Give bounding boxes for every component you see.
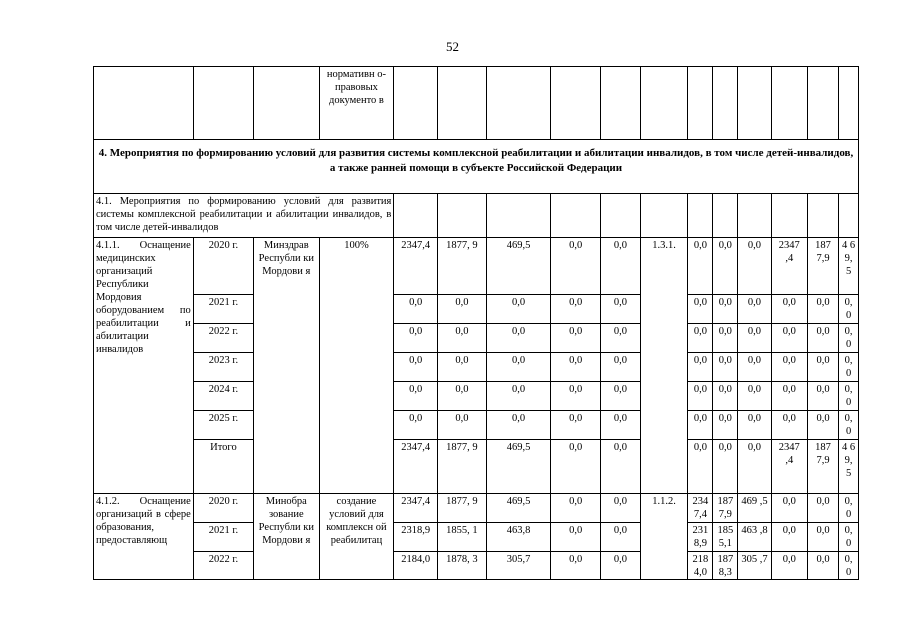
value-cell: 0,0: [601, 382, 640, 411]
value-cell: 0, 0: [839, 295, 859, 324]
value-cell: 187 7,9: [807, 238, 838, 295]
value-cell: 463,8: [486, 523, 550, 552]
value-cell: 0,0: [688, 238, 713, 295]
document-table-wrapper: [93, 66, 859, 580]
value-cell: 0,0: [601, 440, 640, 494]
indicator-cell: создание условий для комплексн ой реабилитац: [319, 494, 394, 580]
value-cell: 0,0: [738, 382, 771, 411]
value-cell: 0,0: [807, 494, 838, 523]
value-cell: 0, 0: [839, 411, 859, 440]
value-cell: 0,0: [394, 324, 438, 353]
value-cell: 0,0: [601, 324, 640, 353]
program-table: [93, 66, 859, 580]
value-cell: 0, 0: [839, 382, 859, 411]
value-cell: 0,0: [551, 353, 601, 382]
value-cell: 0,0: [713, 440, 738, 494]
value-cell: 0,0: [438, 382, 487, 411]
table-row: [94, 382, 859, 411]
value-cell: 0,0: [486, 353, 550, 382]
value-cell: 0,0: [807, 382, 838, 411]
value-cell: 2347,4: [394, 238, 438, 295]
value-cell: 2347 ,4: [771, 238, 807, 295]
code-cell: 1.1.2.: [640, 494, 688, 580]
value-cell: 0,0: [771, 494, 807, 523]
executor-cell: Минздрав Республи ки Мордови я: [254, 238, 319, 494]
value-cell: 0,0: [551, 382, 601, 411]
value-cell: 0,0: [771, 382, 807, 411]
page-number: 52: [446, 39, 459, 54]
value-cell: 2347,4: [394, 494, 438, 523]
value-cell: 0,0: [738, 238, 771, 295]
value-cell: 0,0: [807, 552, 838, 580]
value-cell: 0, 0: [839, 324, 859, 353]
value-cell: 0,0: [394, 382, 438, 411]
value-cell: 0,0: [771, 523, 807, 552]
value-cell: 4 6 9, 5: [839, 238, 859, 295]
value-cell: 0,0: [551, 494, 601, 523]
year-cell: 2023 г.: [193, 353, 253, 382]
value-cell: 0,0: [551, 324, 601, 353]
section-title: 4. Мероприятия по формированию условий для развития системы комплексной реабилитации и абилитации инвалидов, в том числе детей-инвалидов, а также ранней помощи в субъекте Российской Федерации: [94, 140, 859, 194]
value-cell: 187 8,3: [713, 552, 738, 580]
value-cell: 0,0: [601, 295, 640, 324]
value-cell: 0,0: [601, 494, 640, 523]
item-name-cell: 4.1.2. Оснащение организаций в сфере образования, предоставляющ: [94, 494, 194, 580]
year-cell: 2021 г.: [193, 295, 253, 324]
value-cell: 2318,9: [394, 523, 438, 552]
value-cell: 0,0: [601, 523, 640, 552]
value-cell: 0,0: [551, 295, 601, 324]
value-cell: 469 ,5: [738, 494, 771, 523]
value-cell: 0,0: [771, 324, 807, 353]
value-cell: 1877, 9: [438, 238, 487, 295]
value-cell: 1878, 3: [438, 552, 487, 580]
table-row: [94, 411, 859, 440]
value-cell: 0,0: [601, 238, 640, 295]
table-row: [94, 440, 859, 494]
value-cell: 0,0: [688, 295, 713, 324]
table-row: [94, 552, 859, 580]
value-cell: 187 7,9: [807, 440, 838, 494]
year-cell: 2021 г.: [193, 523, 253, 552]
value-cell: 0,0: [771, 353, 807, 382]
year-cell: 2020 г.: [193, 238, 253, 295]
value-cell: 463 ,8: [738, 523, 771, 552]
value-cell: 0, 0: [839, 353, 859, 382]
value-cell: 0,0: [486, 411, 550, 440]
year-cell: 2022 г.: [193, 552, 253, 580]
year-cell: 2024 г.: [193, 382, 253, 411]
value-cell: 0,0: [551, 411, 601, 440]
value-cell: 0,0: [551, 238, 601, 295]
value-cell: 0,0: [807, 353, 838, 382]
value-cell: 0,0: [551, 440, 601, 494]
value-cell: 0,0: [807, 411, 838, 440]
year-cell: 2020 г.: [193, 494, 253, 523]
value-cell: 0, 0: [839, 523, 859, 552]
value-cell: 0,0: [438, 353, 487, 382]
table-row: [94, 67, 859, 140]
value-cell: 1877, 9: [438, 494, 487, 523]
value-cell: 0,0: [807, 523, 838, 552]
code-cell: 1.3.1.: [640, 238, 688, 494]
value-cell: 0,0: [551, 552, 601, 580]
value-cell: 0,0: [713, 238, 738, 295]
value-cell: 0,0: [486, 324, 550, 353]
executor-cell: Минобра зование Республи ки Мордови я: [254, 494, 319, 580]
value-cell: 0,0: [601, 353, 640, 382]
value-cell: 0,0: [394, 353, 438, 382]
value-cell: 185 5,1: [713, 523, 738, 552]
indicator-cell: 100%: [319, 238, 394, 494]
value-cell: 0,0: [713, 382, 738, 411]
value-cell: 0,0: [713, 324, 738, 353]
value-cell: 0,0: [807, 295, 838, 324]
value-cell: 0,0: [601, 411, 640, 440]
value-cell: 2347,4: [394, 440, 438, 494]
value-cell: 0,0: [688, 411, 713, 440]
value-cell: 231 8,9: [688, 523, 713, 552]
section-row: [94, 140, 859, 194]
value-cell: 0,0: [771, 552, 807, 580]
year-cell: Итого: [193, 440, 253, 494]
table-row: [94, 523, 859, 552]
value-cell: 0,0: [713, 353, 738, 382]
value-cell: 0,0: [771, 411, 807, 440]
table-row: [94, 295, 859, 324]
value-cell: 2184,0: [394, 552, 438, 580]
value-cell: 0,0: [688, 324, 713, 353]
value-cell: 0,0: [738, 295, 771, 324]
value-cell: 187 7,9: [713, 494, 738, 523]
value-cell: 0,0: [688, 382, 713, 411]
value-cell: 4 6 9, 5: [839, 440, 859, 494]
value-cell: 0,0: [688, 440, 713, 494]
table-row: [94, 238, 859, 295]
value-cell: 234 7,4: [688, 494, 713, 523]
value-cell: 0,0: [738, 324, 771, 353]
value-cell: 0,0: [601, 552, 640, 580]
value-cell: 0,0: [738, 353, 771, 382]
value-cell: 0,0: [486, 295, 550, 324]
value-cell: 469,5: [486, 238, 550, 295]
docs-cell: нормативн о-правовых документо в: [319, 67, 394, 140]
value-cell: 2347 ,4: [771, 440, 807, 494]
value-cell: 0,0: [551, 523, 601, 552]
year-cell: 2025 г.: [193, 411, 253, 440]
value-cell: 0, 0: [839, 494, 859, 523]
value-cell: 1855, 1: [438, 523, 487, 552]
value-cell: 0,0: [486, 382, 550, 411]
value-cell: 218 4,0: [688, 552, 713, 580]
item-name-cell: 4.1.1. Оснащение медицинских организаций Республики Мордовия оборудованием по реабилитации и абилитации инвалидов: [94, 238, 194, 494]
table-row: [94, 324, 859, 353]
year-cell: 2022 г.: [193, 324, 253, 353]
value-cell: 0, 0: [839, 552, 859, 580]
group-row: [94, 194, 859, 238]
value-cell: 469,5: [486, 494, 550, 523]
value-cell: 0,0: [771, 295, 807, 324]
value-cell: 0,0: [394, 411, 438, 440]
value-cell: 0,0: [713, 295, 738, 324]
value-cell: 0,0: [394, 295, 438, 324]
value-cell: 0,0: [713, 411, 738, 440]
group-title: 4.1. Мероприятия по формированию условий для развития системы комплексной реабилитации и абилитации инвалидов, в том числе детей-инвалидов: [94, 194, 394, 238]
value-cell: 0,0: [438, 324, 487, 353]
value-cell: 1877, 9: [438, 440, 487, 494]
value-cell: 0,0: [438, 295, 487, 324]
value-cell: 0,0: [738, 411, 771, 440]
value-cell: 0,0: [688, 353, 713, 382]
value-cell: 0,0: [738, 440, 771, 494]
value-cell: 305,7: [486, 552, 550, 580]
value-cell: 0,0: [807, 324, 838, 353]
table-row: [94, 494, 859, 523]
table-row: [94, 353, 859, 382]
value-cell: 305 ,7: [738, 552, 771, 580]
value-cell: 469,5: [486, 440, 550, 494]
value-cell: 0,0: [438, 411, 487, 440]
